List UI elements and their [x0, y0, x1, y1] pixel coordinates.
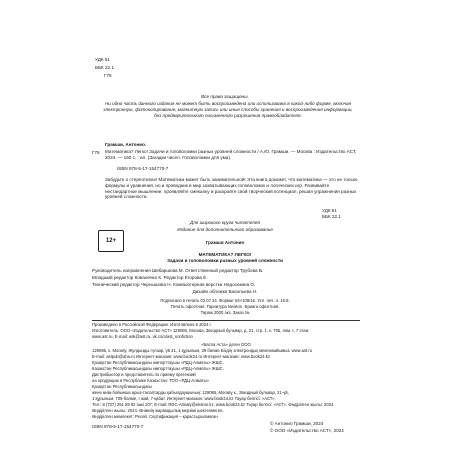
- imprint-subtitle: Задачи и головоломки разных уровней сложности: [167, 258, 283, 263]
- margin-code: Г76: [92, 150, 100, 155]
- audience-line-1: Для широкого круга читателей: [190, 220, 260, 225]
- publisher-line: на продукцию в Республике Казахстан: ТОО «РДЦ-Алматы»: [92, 378, 210, 383]
- age-rating-badge: 12+: [98, 230, 124, 252]
- udk-code-repeat: УДК 51: [322, 208, 337, 213]
- imprint-author: Грамши Антонио: [205, 240, 245, 245]
- author-heading: Грамши, Антонио.: [105, 142, 147, 147]
- publisher-line: «Баспа Аста» деген ООО: [201, 342, 251, 347]
- staff-line: Младший редактор Коваленко К. Редактор Егорова Е.: [92, 275, 208, 280]
- publisher-line: Қазақстан Республикасындағы импорттаушы «РДЦ-Алматы» ЖШС.: [92, 360, 224, 365]
- bibliographic-citation: Математика? Легко! Задачи и головоломки разных уровней сложности / А.Ю. Грамши. — Москва : Издательство АСТ, 2024. — 160 с. : ил. (Загадки чисел. Головоломки для ума).: [105, 149, 357, 160]
- copyright-author: © Антонио Грамши, 2024: [270, 421, 324, 426]
- publisher-line: Дистрибьютор и представитель по приему претензий: [92, 372, 196, 377]
- print-info-line: Тираж 2000 экз. Заказ №: [200, 310, 250, 315]
- publisher-line: 129085, к. Москву, Жулдызды гүлзар, үй 21, 1 құрылым, 39 бөлме Біздің электрондық мекенжайымыз: www.ast.ru: [92, 348, 313, 353]
- staff-line: Руководитель направления Шебаршова М. Ответственный редактор Трубова В.: [92, 268, 264, 273]
- copyright-publisher: © ООО «Издательство АСТ», 2024: [270, 428, 344, 433]
- publisher-line: Өндірілген жылы: 2024. Өнімнің жарамдылық мерзімі шектелмеген.: [92, 408, 224, 413]
- bbk-code-repeat: ББК 22.1: [322, 214, 341, 219]
- rights-text: Ни одна часть данного издания не может быть воспроизведена или использована в какой-либо форме, включая электронную, фотокопирование, магнитную запись или иные способы хранения и воспроизведения информации, без предварительного письменного разрешения правообладателя.: [103, 101, 353, 118]
- udk-code: УДК 51: [95, 57, 110, 62]
- audience-line-2: Издание для дополнительного образования: [177, 227, 273, 232]
- footer-isbn: ISBN 978-5-17-154770-7: [92, 424, 144, 429]
- publisher-line: Тел.: 8 (727) 251 59 92 ішкі 107; E-mail: RDC-Almaty@eksmo.kz, www.book24.kz Тауар белгісі: «АСТ». Өндірілген жылы: 2024.: [92, 402, 335, 407]
- staff-line: Технический редактор Чернышова Н. Компьютерная верстка Недосекина О.: [92, 282, 256, 287]
- classification-code: Г76: [104, 73, 112, 78]
- print-info-line: Печать офсетная. Гарнитура Newton. Бумага офсетная.: [170, 304, 280, 309]
- print-info-line: Подписано в печать 03.07.24. Формат 84×108/16. Усл. печ. л. 16.8.: [160, 298, 290, 303]
- publisher-line: Казакстан Республикасындағы импорттаушы «РДЦ-Алматы» ЖШС.: [92, 366, 224, 371]
- publisher-line: жене өнім бойынша арыз-талаптарды қабылдаушының: 129085, Москву к., Звездный бульвар, 21-үй,: [92, 390, 289, 395]
- publisher-line: E-mail: astpub@aha.ru Интернет-магазин: www.book24.ru Интернет-магазин: www.book24.kz: [92, 354, 270, 359]
- isbn-line: ISBN 978-5-17-154770-7: [117, 166, 169, 171]
- publisher-line: Қазақстан Республикасындағы: [92, 384, 152, 389]
- book-description: Забудьте о стереотипах! Математика может быть занимательной! Эта книга докажет, что математика — это не только формулы и уравнения, но и проводник в мир захватывающих головоломок и логических игр. Развивайте нестандартное мышление, проявляйте смекалку и раскройте свой творческий потенциал, решая упражнения разных уровней сложности.: [105, 177, 358, 200]
- publisher-line: Произведено в Российской Федерации. Изготовлено в 2024 г.: [92, 322, 212, 327]
- publisher-line: 1 құрылым, 705-бөлме, I жай, 7-қабат. Интернет-магазин: www.book24.kz Тауар белгісі: «АСТ».: [92, 396, 276, 401]
- publisher-line: www.ast.ru, E-mail: ask@ast.ru, vk.com/ast_nonfiction: [92, 334, 193, 339]
- bbk-code: ББК 22.1: [95, 65, 114, 70]
- imprint-title: МАТЕМАТИКА? ЛЕГКО!: [198, 252, 252, 257]
- divider: [92, 320, 360, 321]
- rights-title: Все права защищены.: [201, 94, 249, 99]
- staff-line: Дизайн обложки Васильева Н.: [192, 289, 258, 294]
- publisher-line: Изготовитель: ООО «Издательство АСТ» 129085, Москва, Звездный бульвар, д. 21, стр. 1, к. 705, пом. I, 7 этаж: [92, 328, 309, 333]
- publisher-line: Өндірілген мемлекет: Ресей. Сертификация – қарастырылмаған: [92, 414, 218, 419]
